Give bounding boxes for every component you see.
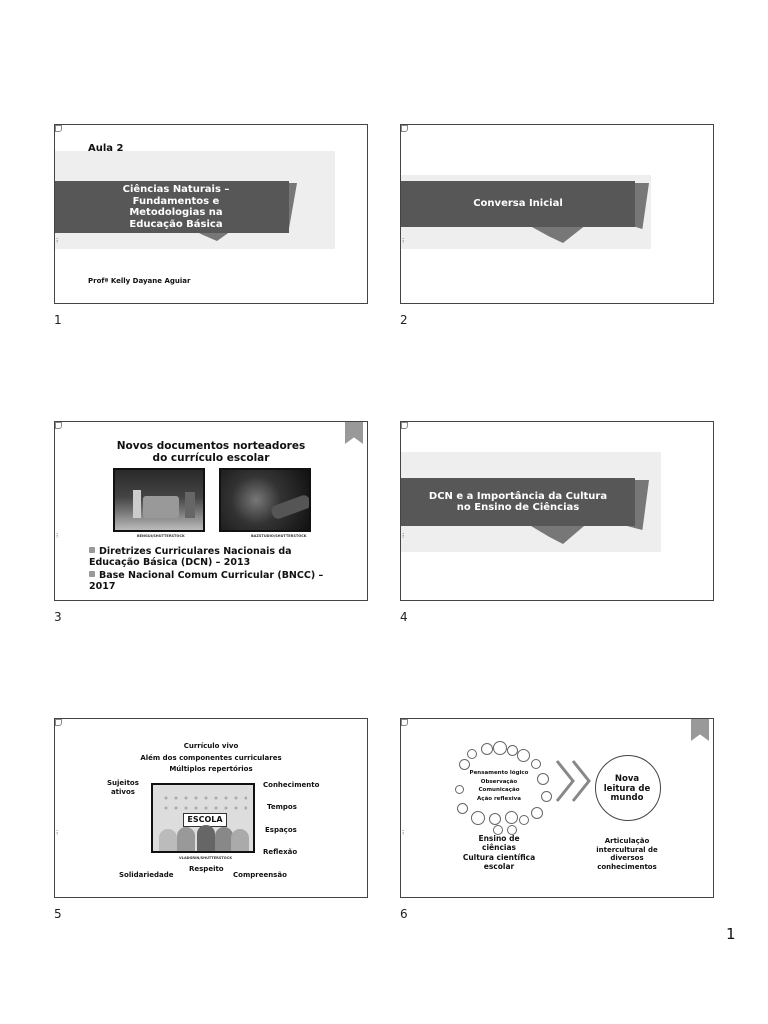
slide-number: 4	[400, 610, 408, 624]
slide-marker: ⁝	[402, 237, 405, 245]
bookmark-icon	[691, 719, 709, 741]
slide-corner	[401, 422, 408, 429]
slide-marker: ▸	[402, 508, 406, 516]
slide-number: 1	[54, 313, 62, 327]
person-silhouette	[159, 829, 177, 853]
concept-text: Múltiplos repertórios	[169, 765, 253, 773]
concept-text: Compreensão	[233, 871, 287, 879]
slide-marker: ⁝	[56, 532, 59, 540]
photo-credit: BAZSTUDIO/SHUTTERSTOCK	[251, 534, 307, 538]
slide-number: 5	[54, 907, 62, 921]
slide-marker: ◂	[402, 520, 406, 528]
concept-text: Além dos componentes curriculares	[140, 753, 282, 762]
books-shape	[143, 496, 179, 518]
decor-circle	[541, 791, 552, 802]
school-label: ESCOLA	[183, 813, 227, 827]
decor-circle	[467, 749, 477, 759]
decor-circle	[481, 743, 493, 755]
circle-skills	[459, 769, 539, 803]
slide-2[interactable]	[400, 124, 714, 304]
decor-circle	[517, 749, 530, 762]
concept-text: Respeito	[189, 865, 224, 873]
articulacao-label: Articulação intercultural de diversos conhecimentos	[596, 837, 658, 871]
books-photo	[113, 468, 205, 532]
technology-photo	[219, 468, 311, 532]
concept-text: Espaços	[265, 826, 297, 834]
slide-corner	[55, 125, 62, 132]
decor-circle	[531, 759, 541, 769]
author-name: Profª Kelly Dayane Aguiar	[88, 277, 191, 285]
slide-corner	[55, 719, 62, 726]
title-line: Novos documentos norteadores	[116, 440, 306, 452]
decor-circle	[505, 811, 518, 824]
slide-3[interactable]	[54, 421, 368, 601]
slide-corner	[401, 719, 408, 726]
slide-number: 3	[54, 610, 62, 624]
decor-circle	[493, 741, 507, 755]
decor-circle	[519, 815, 529, 825]
concept-header	[55, 741, 367, 776]
bullet-icon	[89, 547, 95, 553]
slide-corner	[401, 125, 408, 132]
slide-marker: ⁝	[56, 237, 59, 245]
person-silhouette	[177, 827, 195, 853]
person-silhouette	[197, 825, 215, 853]
slide-1[interactable]	[54, 124, 368, 304]
decor-circle	[457, 803, 468, 814]
page-number: 1	[726, 925, 736, 943]
slide-corner	[55, 422, 62, 429]
title-banner	[401, 478, 635, 526]
slide-4[interactable]	[400, 421, 714, 601]
concept-text: Conhecimento	[263, 781, 320, 789]
bullet-item: Diretrizes Curriculares Nacionais da Educação Básica (DCN) – 2013	[89, 546, 292, 568]
bullet-icon	[89, 571, 95, 577]
slide-marker: ▸	[56, 211, 60, 219]
concept-text: Solidariedade	[119, 871, 174, 879]
slide-title-line: no Ensino de Ciências	[456, 502, 580, 513]
slide-title: Conversa Inicial	[473, 198, 563, 210]
slide-number: 6	[400, 907, 408, 921]
title-banner	[55, 181, 289, 233]
photo-credit: VLADGRIN/SHUTTERSTOCK	[179, 856, 233, 860]
decor-circle	[531, 807, 543, 819]
icons-pattern	[161, 793, 247, 813]
nova-leitura-text: Nova leitura de mundo	[603, 774, 651, 803]
chevron-right-icon	[553, 759, 599, 803]
ensino-label: Ensino de ciências Cultura científica escolar	[462, 834, 536, 871]
concept-text: Tempos	[267, 803, 297, 811]
slide-marker: ⁝	[402, 532, 405, 540]
person-silhouette	[231, 829, 249, 853]
decor-circle	[489, 813, 501, 825]
slide-5[interactable]	[54, 718, 368, 898]
slide-marker: ⁝	[56, 829, 59, 837]
lesson-label: Aula 2	[88, 143, 124, 154]
skill-text: Ação reflexiva	[477, 795, 521, 802]
skill-text: Comunicação	[478, 787, 520, 793]
slide-title: Ciências Naturais – Fundamentos e Metodologias na Educação Básica	[122, 184, 230, 230]
school-illustration	[151, 783, 255, 853]
title-banner	[401, 181, 635, 227]
slide-marker: ⁝	[402, 829, 405, 837]
concept-text: Reflexão	[263, 848, 298, 856]
hand-shape	[270, 494, 311, 521]
skill-text: Pensamento lógico	[469, 770, 529, 776]
books-shape	[185, 492, 195, 518]
bullet-item: Base Nacional Comum Curricular (BNCC) – 2017	[89, 570, 324, 592]
slide-6[interactable]	[400, 718, 714, 898]
books-shape	[133, 490, 141, 518]
slide-marker: ◂	[56, 225, 60, 233]
title-line: do currículo escolar	[152, 452, 270, 464]
skill-text: Observação	[480, 778, 518, 785]
concept-text: Sujeitos ativos	[107, 779, 139, 796]
slide-title	[55, 440, 367, 464]
slide-title-line: DCN e a Importância da Cultura	[428, 490, 608, 502]
decor-circle	[471, 811, 485, 825]
photo-credit: BENGUI/SHUTTERSTOCK	[137, 534, 185, 538]
concept-text: Currículo vivo	[183, 742, 239, 750]
slide-number: 2	[400, 313, 408, 327]
